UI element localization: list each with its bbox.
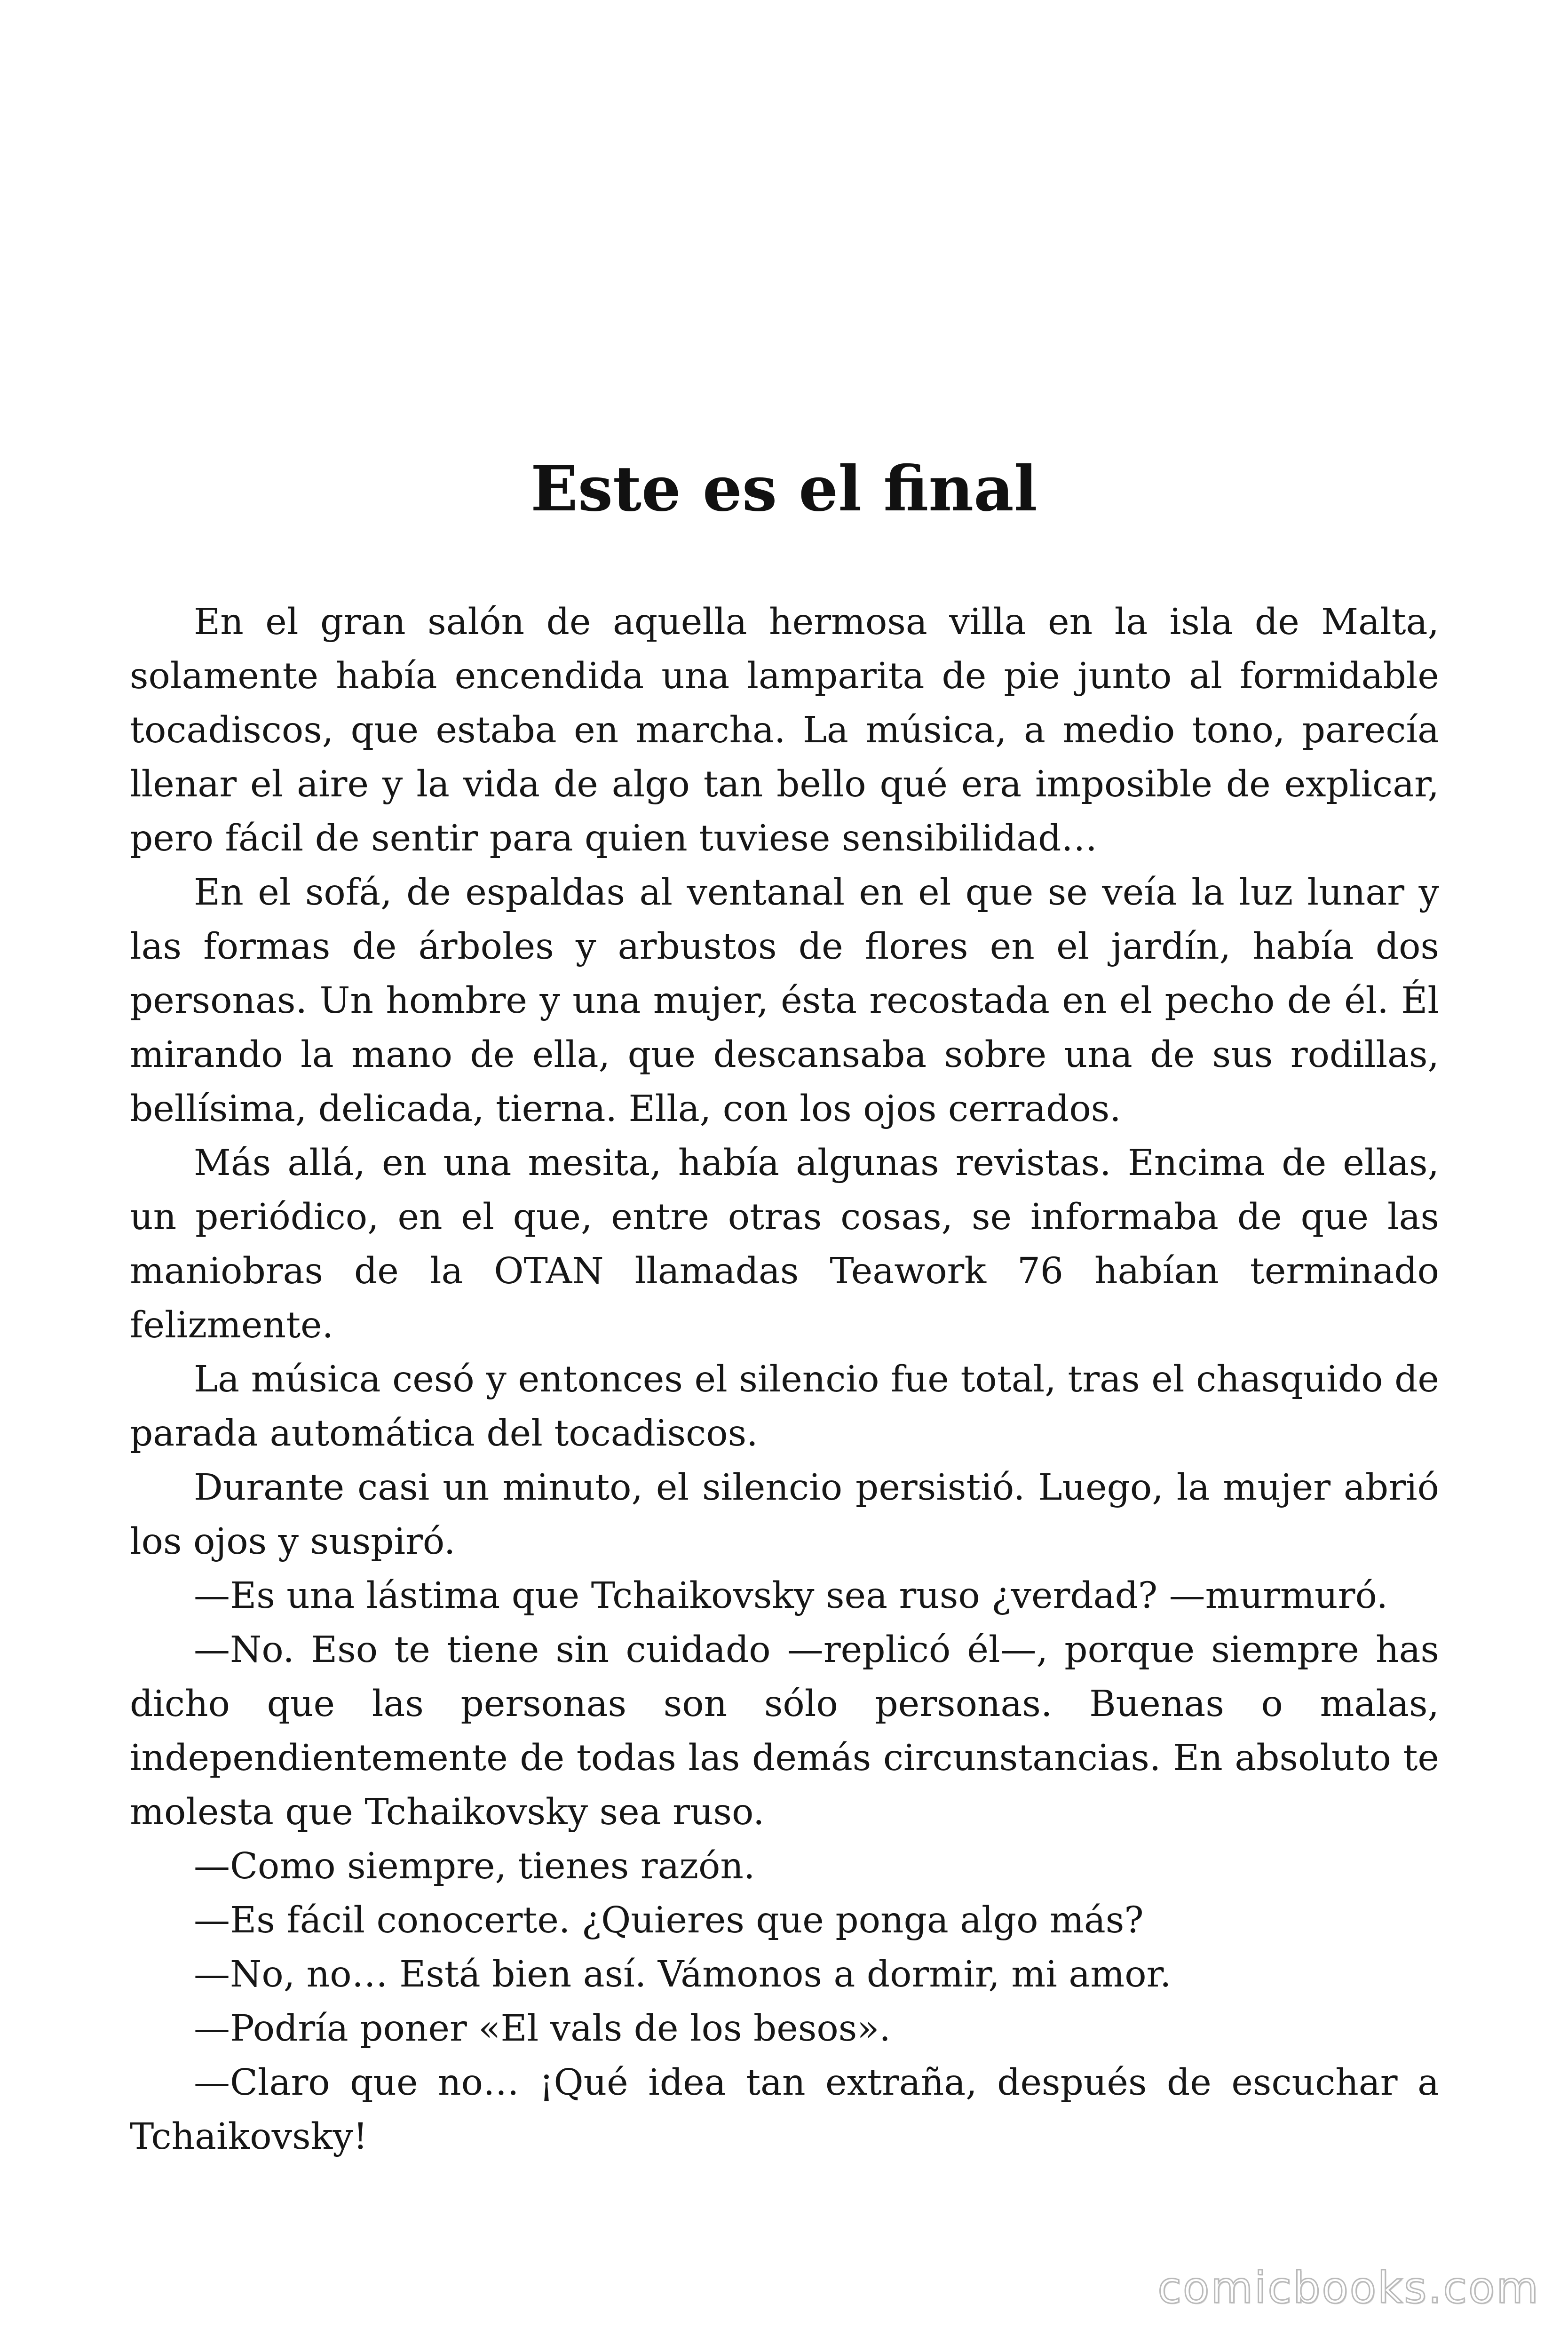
chapter-body	[130, 595, 1439, 2164]
dialogue-line: —No, no… Está bien así. Vámonos a dormir, mi amor.	[194, 1954, 1172, 1995]
dialogue-line: —No. Eso te tiene sin cuidado —replicó él—, porque siempre has dicho que las personas son sólo personas. Buenas o malas, independientemente de todas las demás circunstancias. En absoluto te molesta que Tchaikovsky sea ruso.	[130, 1629, 1439, 1833]
dialogue-line: —Como siempre, tienes razón.	[194, 1845, 755, 1887]
paragraph: En el sofá, de espaldas al ventanal en el que se veía la luz lunar y las formas de árboles y arbustos de flores en el jardín, había dos personas. Un hombre y una mujer, ésta recostada en el pecho de él. Él mirando la mano de ella, que descansaba sobre una de sus rodillas, bellísima, delicada, tierna. Ella, con los ojos cerrados.	[130, 872, 1439, 1130]
paragraph: La música cesó y entonces el silencio fue total, tras el chasquido de parada automática del tocadiscos.	[130, 1359, 1439, 1454]
chapter-title: Este es el final	[531, 453, 1037, 525]
paragraph: Durante casi un minuto, el silencio persistió. Luego, la mujer abrió los ojos y suspiró.	[130, 1467, 1439, 1563]
dialogue-line: —Claro que no… ¡Qué idea tan extraña, después de escuchar a Tchaikovsky!	[130, 2062, 1439, 2158]
paragraph: Más allá, en una mesita, había algunas revistas. Encima de ellas, un periódico, en el que, entre otras cosas, se informaba de que las maniobras de la OTAN llamadas Teawork 76 habían terminado felizmente.	[130, 1142, 1439, 1346]
dialogue-line: —Es una lástima que Tchaikovsky sea ruso ¿verdad? —murmuró.	[194, 1575, 1388, 1617]
paragraph: En el gran salón de aquella hermosa villa en la isla de Malta, solamente había encendida una lamparita de pie junto al formidable tocadiscos, que estaba en marcha. La música, a medio tono, parecía llenar el aire y la vida de algo tan bello qué era imposible de explicar, pero fácil de sentir para quien tuviese sensibilidad…	[130, 601, 1439, 859]
dialogue-line: —Podría poner «El vals de los besos».	[194, 2008, 891, 2050]
dialogue-line: —Es fácil conocerte. ¿Quieres que ponga algo más?	[194, 1899, 1144, 1941]
watermark: comicbooks.com	[1157, 2263, 1540, 2313]
